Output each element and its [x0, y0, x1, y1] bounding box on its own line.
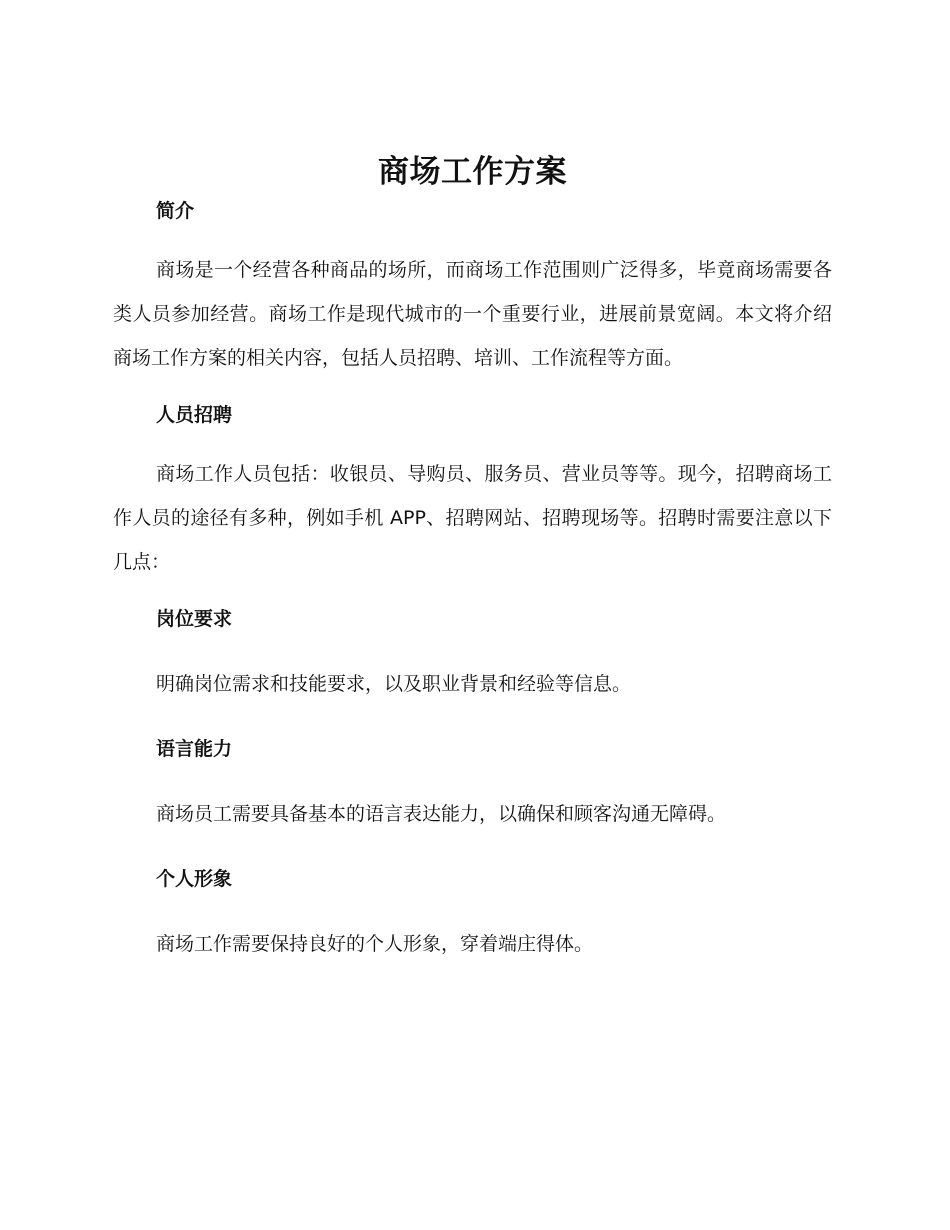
- section-heading-intro: 简介: [156, 200, 195, 222]
- section-paragraph-job-requirements: 明确岗位需求和技能要求，以及职业背景和经验等信息。: [156, 673, 632, 695]
- section-paragraph-personal-image: 商场工作需要保持良好的个人形象，穿着端庄得体。: [156, 933, 594, 955]
- section-heading-job-requirements: 岗位要求: [156, 608, 233, 630]
- section-paragraph-language-ability: 商场员工需要具备基本的语言表达能力，以确保和顾客沟通无障碍。: [156, 803, 727, 825]
- section-heading-recruitment: 人员招聘: [156, 404, 233, 426]
- document-title: 商场工作方案: [378, 154, 567, 190]
- section-heading-language-ability: 语言能力: [156, 738, 233, 760]
- section-heading-personal-image: 个人形象: [156, 868, 233, 890]
- section-paragraph-recruitment: 商场工作人员包括：收银员、导购员、服务员、营业员等等。现今，招聘商场工作人员的途径有多种，例如手机 APP、招聘网站、招聘现场等。招聘时需要注意以下几点：: [113, 463, 832, 573]
- section-paragraph-intro: 商场是一个经营各种商品的场所，而商场工作范围则广泛得多，毕竟商场需要各类人员参加经营。商场工作是现代城市的一个重要行业，进展前景宽阔。本文将介绍商场工作方案的相关内容，包括人员招聘、培训、工作流程等方面。: [113, 259, 832, 369]
